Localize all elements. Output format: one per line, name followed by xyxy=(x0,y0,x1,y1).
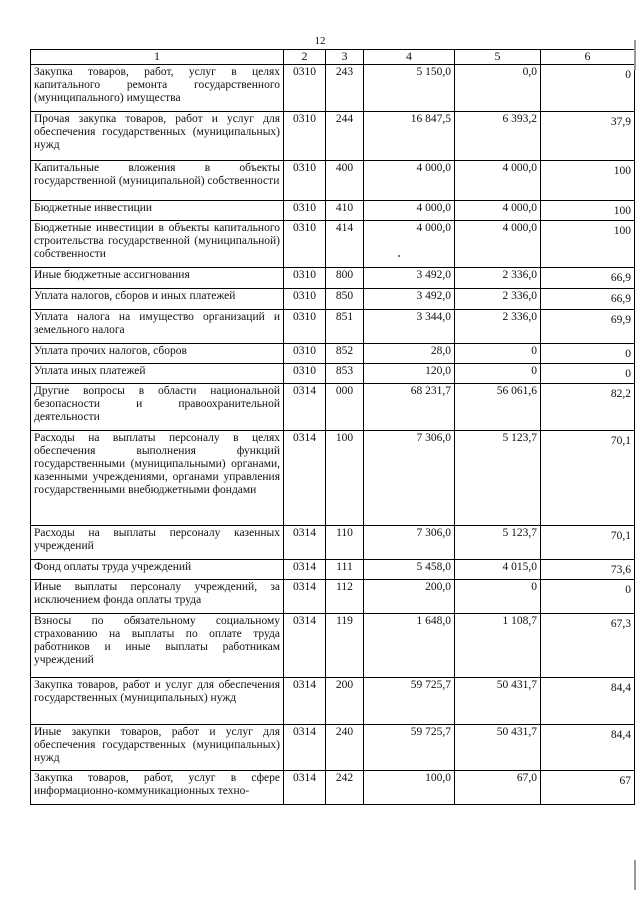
row-expense-type: 111 xyxy=(326,560,364,580)
row-actual-amount: 5 123,7 xyxy=(455,526,541,560)
row-actual-amount: 2 336,0 xyxy=(455,310,541,344)
row-name: Иные закупки товаров, работ и услуг для обеспечения государственных (муниципальных) нужд xyxy=(31,725,284,771)
row-name: Бюджетные инвестиции xyxy=(31,201,284,221)
row-expense-type: 800 xyxy=(326,268,364,289)
row-name: Другие вопросы в области национальной безопасности и правоохранительной деятельности xyxy=(31,384,284,431)
row-section-code: 0310 xyxy=(284,344,326,364)
row-name: Расходы на выплаты персоналу в целях обеспечения выполнения функций государственными (муниципальными) органами, казенными учреждениями, органами управления государственными внебюджетными фондами xyxy=(31,431,284,526)
row-name: Уплата иных платежей xyxy=(31,364,284,384)
row-plan-amount: 16 847,5 xyxy=(364,112,455,161)
row-expense-type: 243 xyxy=(326,65,364,112)
row-percent: 73,6 xyxy=(541,560,635,580)
row-percent: 100 xyxy=(541,201,635,221)
row-name: Иные бюджетные ассигнования xyxy=(31,268,284,289)
table-row xyxy=(31,65,635,112)
page-number: 12 xyxy=(314,35,326,47)
row-expense-type: 240 xyxy=(326,725,364,771)
table-row xyxy=(31,161,635,201)
row-actual-amount: 67,0 xyxy=(455,771,541,805)
row-expense-type: 244 xyxy=(326,112,364,161)
row-name: Уплата налогов, сборов и иных платежей xyxy=(31,289,284,310)
row-actual-amount: 4 015,0 xyxy=(455,560,541,580)
row-percent: 84,4 xyxy=(541,725,635,771)
row-expense-type: 853 xyxy=(326,364,364,384)
row-name: Капитальные вложения в объекты государственной (муниципальной) собственности xyxy=(31,161,284,201)
row-section-code: 0310 xyxy=(284,161,326,201)
stray-dot xyxy=(398,255,400,257)
row-plan-amount: 7 306,0 xyxy=(364,526,455,560)
row-plan-amount: 59 725,7 xyxy=(364,678,455,725)
row-percent: 70,1 xyxy=(541,431,635,526)
row-actual-amount: 0,0 xyxy=(455,65,541,112)
row-percent: 66,9 xyxy=(541,289,635,310)
table-row xyxy=(31,431,635,526)
row-plan-amount: 200,0 xyxy=(364,580,455,614)
table-row xyxy=(31,268,635,289)
row-expense-type: 119 xyxy=(326,614,364,678)
row-expense-type: 400 xyxy=(326,161,364,201)
row-percent: 0 xyxy=(541,65,635,112)
row-expense-type: 851 xyxy=(326,310,364,344)
row-actual-amount: 0 xyxy=(455,344,541,364)
row-section-code: 0310 xyxy=(284,221,326,268)
row-plan-amount: 3 492,0 xyxy=(364,289,455,310)
row-expense-type: 410 xyxy=(326,201,364,221)
row-percent: 67,3 xyxy=(541,614,635,678)
row-percent: 69,9 xyxy=(541,310,635,344)
row-actual-amount: 6 393,2 xyxy=(455,112,541,161)
header-col-6: 6 xyxy=(541,50,635,65)
row-actual-amount: 0 xyxy=(455,580,541,614)
row-actual-amount: 2 336,0 xyxy=(455,289,541,310)
budget-table xyxy=(30,49,635,805)
table-row xyxy=(31,364,635,384)
row-percent: 37,9 xyxy=(541,112,635,161)
row-name: Закупка товаров, работ и услуг для обеспечения государственных (муниципальных) нужд xyxy=(31,678,284,725)
row-section-code: 0314 xyxy=(284,560,326,580)
row-plan-amount: 5 150,0 xyxy=(364,65,455,112)
row-actual-amount: 0 xyxy=(455,364,541,384)
row-percent: 66,9 xyxy=(541,268,635,289)
row-actual-amount: 2 336,0 xyxy=(455,268,541,289)
row-expense-type: 100 xyxy=(326,431,364,526)
table-row xyxy=(31,614,635,678)
header-col-4: 4 xyxy=(364,50,455,65)
header-row xyxy=(31,50,635,65)
row-expense-type: 242 xyxy=(326,771,364,805)
table-row xyxy=(31,310,635,344)
table-body xyxy=(31,65,635,805)
table-row xyxy=(31,725,635,771)
row-section-code: 0310 xyxy=(284,310,326,344)
row-section-code: 0310 xyxy=(284,289,326,310)
table-row xyxy=(31,344,635,364)
row-plan-amount: 5 458,0 xyxy=(364,560,455,580)
row-percent: 67 xyxy=(541,771,635,805)
row-plan-amount: 1 648,0 xyxy=(364,614,455,678)
row-actual-amount: 1 108,7 xyxy=(455,614,541,678)
row-name: Фонд оплаты труда учреждений xyxy=(31,560,284,580)
table-row xyxy=(31,112,635,161)
row-plan-amount: 28,0 xyxy=(364,344,455,364)
row-plan-amount: 120,0 xyxy=(364,364,455,384)
row-percent: 70,1 xyxy=(541,526,635,560)
row-expense-type: 000 xyxy=(326,384,364,431)
row-expense-type: 852 xyxy=(326,344,364,364)
row-section-code: 0314 xyxy=(284,431,326,526)
row-plan-amount: 4 000,0 xyxy=(364,221,455,268)
row-plan-amount: 4 000,0 xyxy=(364,161,455,201)
scan-edge-mark xyxy=(634,40,636,70)
row-plan-amount: 7 306,0 xyxy=(364,431,455,526)
row-expense-type: 110 xyxy=(326,526,364,560)
row-actual-amount: 5 123,7 xyxy=(455,431,541,526)
row-name: Уплата налога на имущество организаций и земельного налога xyxy=(31,310,284,344)
table-row xyxy=(31,526,635,560)
row-name: Бюджетные инвестиции в объекты капитального строительства государственной (муниципальной) собственности xyxy=(31,221,284,268)
table-row xyxy=(31,201,635,221)
row-plan-amount: 4 000,0 xyxy=(364,201,455,221)
row-expense-type: 414 xyxy=(326,221,364,268)
table-row xyxy=(31,580,635,614)
row-percent: 100 xyxy=(541,221,635,268)
row-section-code: 0314 xyxy=(284,614,326,678)
row-plan-amount: 59 725,7 xyxy=(364,725,455,771)
row-section-code: 0314 xyxy=(284,384,326,431)
row-name: Прочая закупка товаров, работ и услуг для обеспечения государственных (муниципальных) нужд xyxy=(31,112,284,161)
row-section-code: 0310 xyxy=(284,201,326,221)
row-percent: 84,4 xyxy=(541,678,635,725)
row-plan-amount: 3 344,0 xyxy=(364,310,455,344)
row-expense-type: 850 xyxy=(326,289,364,310)
row-actual-amount: 50 431,7 xyxy=(455,678,541,725)
scan-edge-mark xyxy=(634,860,636,890)
row-percent: 0 xyxy=(541,364,635,384)
row-name: Закупка товаров, работ, услуг в целях капитального ремонта государственного (муниципального) имущества xyxy=(31,65,284,112)
header-col-2: 2 xyxy=(284,50,326,65)
header-col-1: 1 xyxy=(31,50,284,65)
row-plan-amount: 68 231,7 xyxy=(364,384,455,431)
row-section-code: 0314 xyxy=(284,771,326,805)
row-section-code: 0314 xyxy=(284,580,326,614)
row-section-code: 0310 xyxy=(284,65,326,112)
row-percent: 100 xyxy=(541,161,635,201)
row-name: Взносы по обязательному социальному страхованию на выплаты по оплате труда работников и иные выплаты работникам учреждений xyxy=(31,614,284,678)
row-expense-type: 200 xyxy=(326,678,364,725)
header-col-3: 3 xyxy=(326,50,364,65)
row-actual-amount: 56 061,6 xyxy=(455,384,541,431)
table-row xyxy=(31,560,635,580)
table-row xyxy=(31,678,635,725)
row-section-code: 0314 xyxy=(284,526,326,560)
row-plan-amount: 100,0 xyxy=(364,771,455,805)
row-section-code: 0310 xyxy=(284,112,326,161)
row-percent: 0 xyxy=(541,580,635,614)
row-actual-amount: 4 000,0 xyxy=(455,161,541,201)
row-percent: 0 xyxy=(541,344,635,364)
row-name: Уплата прочих налогов, сборов xyxy=(31,344,284,364)
row-name: Закупка товаров, работ, услуг в сфере информационно-коммуникационных техно- xyxy=(31,771,284,805)
row-name: Расходы на выплаты персоналу казенных учреждений xyxy=(31,526,284,560)
table-row xyxy=(31,771,635,805)
row-percent: 82,2 xyxy=(541,384,635,431)
row-section-code: 0310 xyxy=(284,364,326,384)
table-row xyxy=(31,384,635,431)
row-actual-amount: 50 431,7 xyxy=(455,725,541,771)
row-plan-amount: 3 492,0 xyxy=(364,268,455,289)
header-col-5: 5 xyxy=(455,50,541,65)
row-actual-amount: 4 000,0 xyxy=(455,221,541,268)
row-section-code: 0314 xyxy=(284,725,326,771)
row-name: Иные выплаты персоналу учреждений, за исключением фонда оплаты труда xyxy=(31,580,284,614)
table-row xyxy=(31,289,635,310)
row-expense-type: 112 xyxy=(326,580,364,614)
row-actual-amount: 4 000,0 xyxy=(455,201,541,221)
row-section-code: 0310 xyxy=(284,268,326,289)
table-row xyxy=(31,221,635,268)
row-section-code: 0314 xyxy=(284,678,326,725)
